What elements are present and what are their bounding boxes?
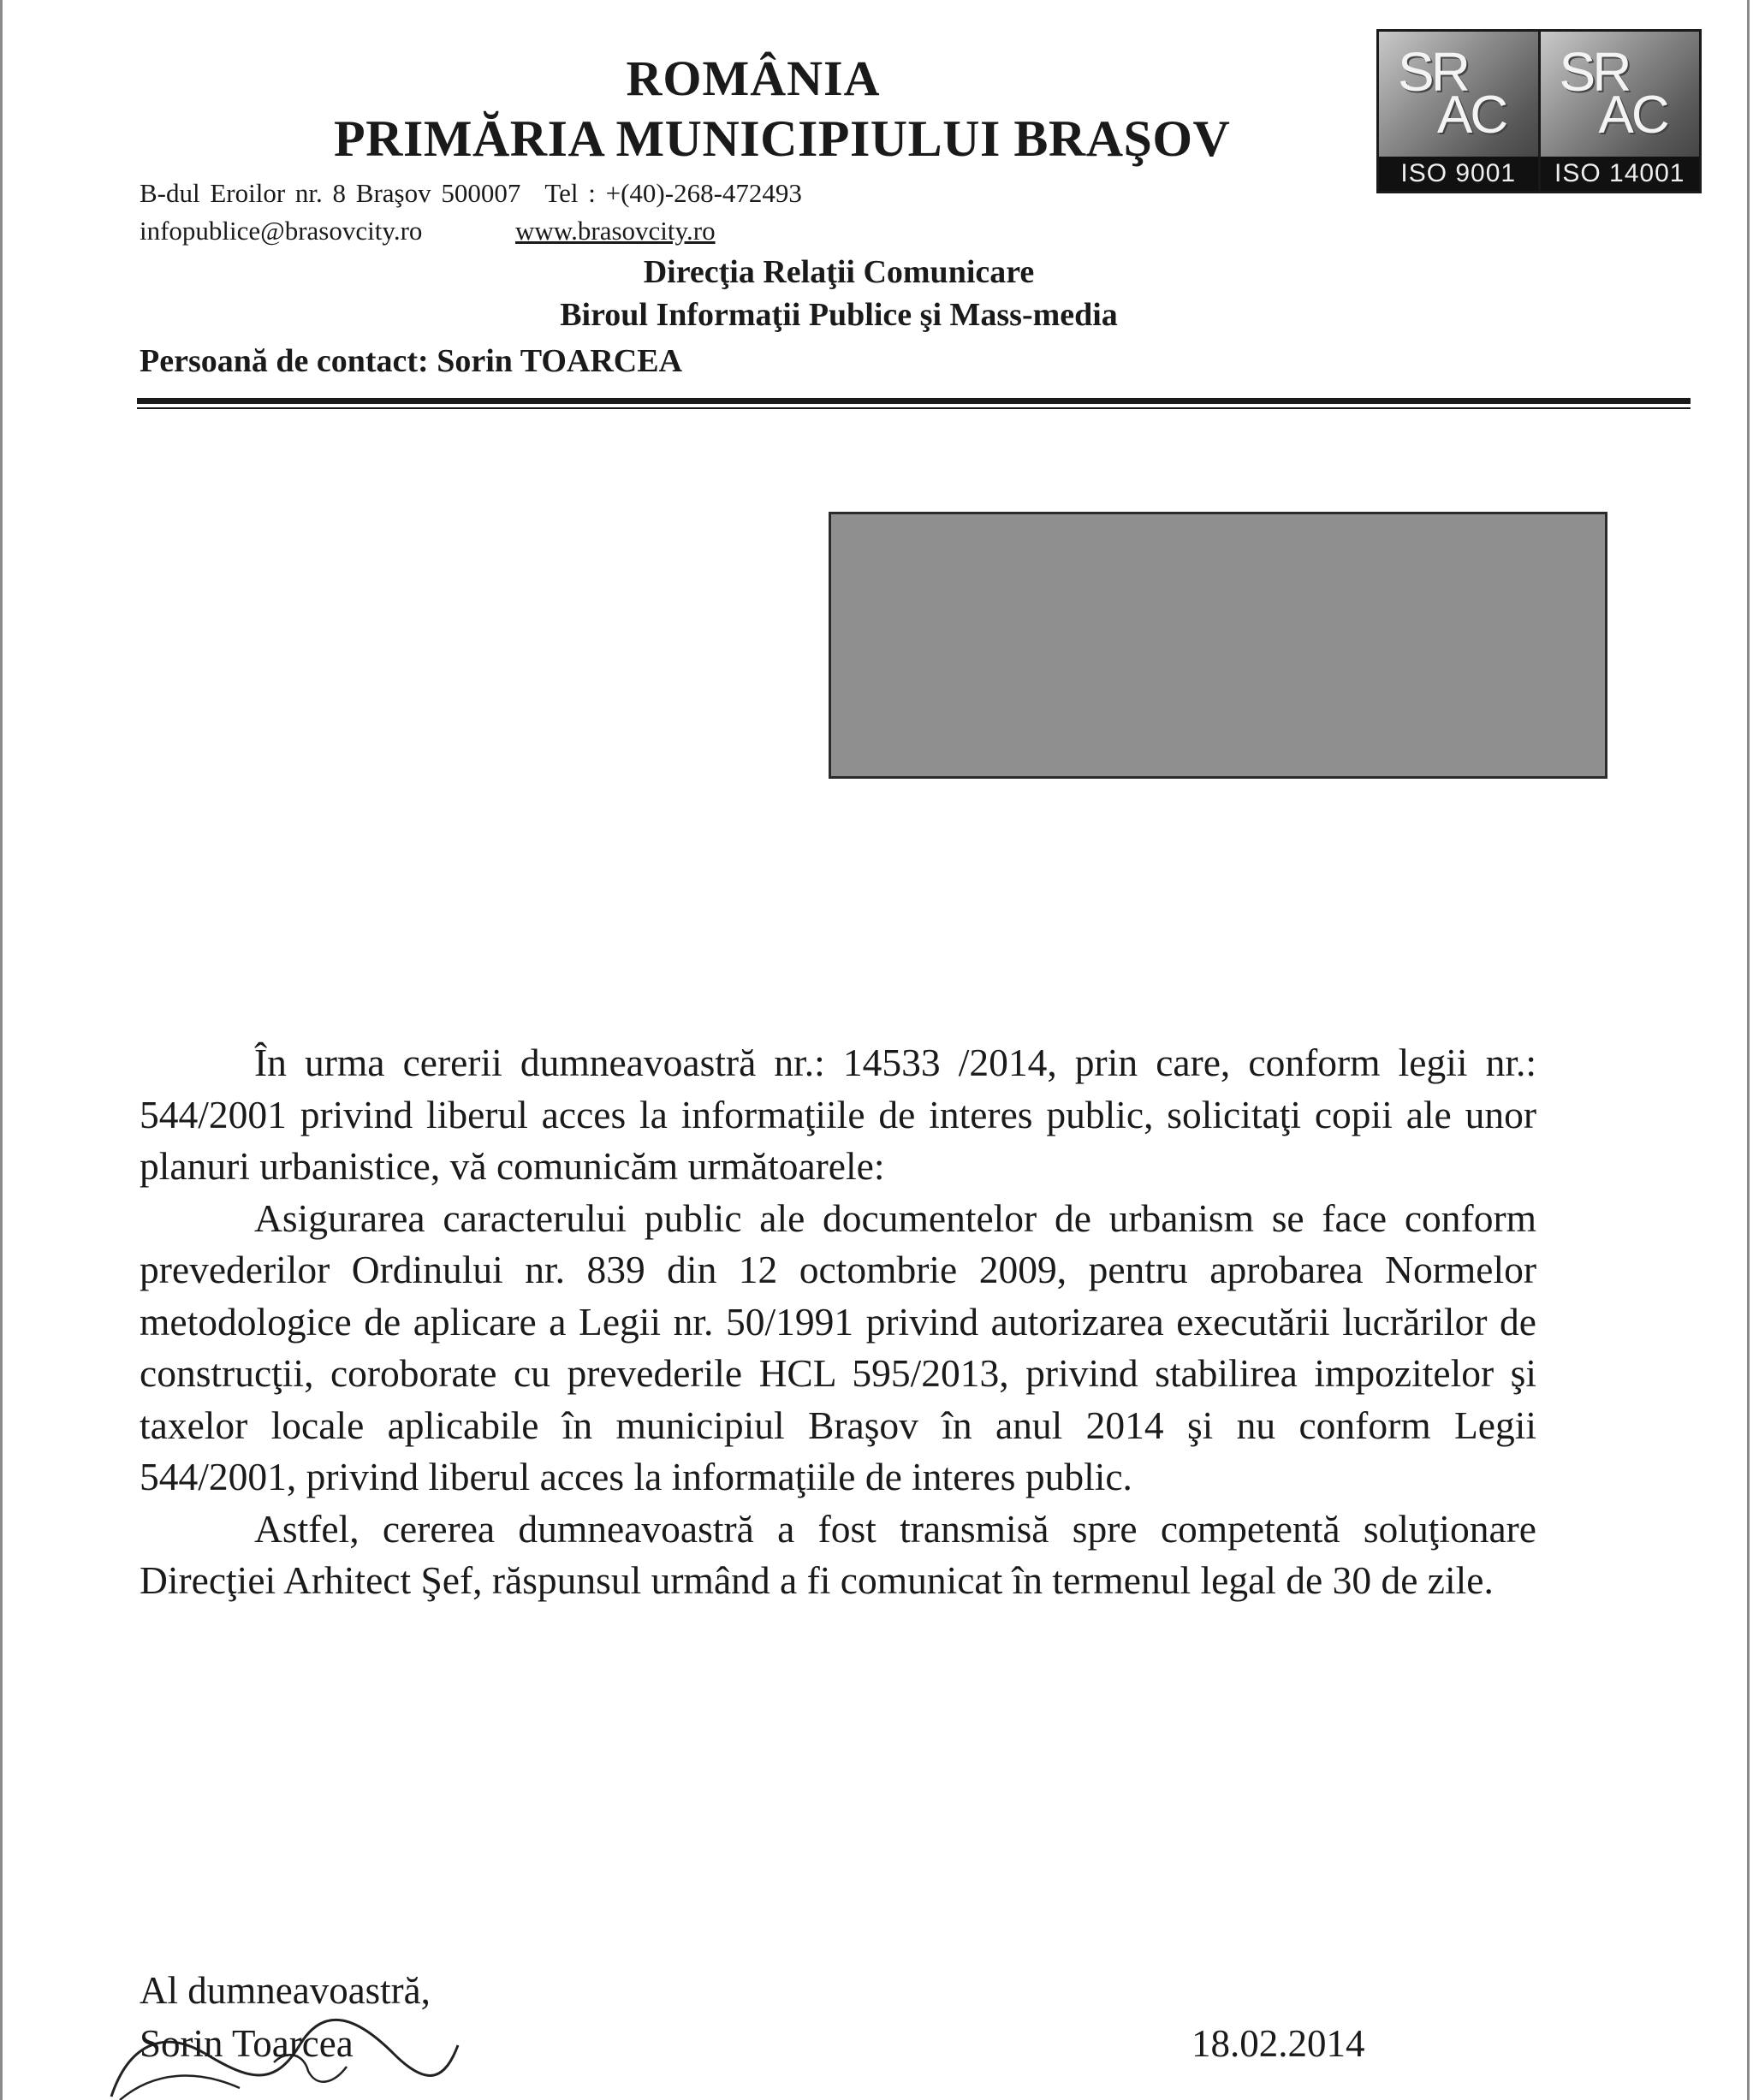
header-address: B-dul Eroilor nr. 8 Braşov 500007 xyxy=(140,178,521,208)
body-paragraph: În urma cererii dumneavoastră nr.: 14533 /2014, prin care, conform legii nr.: 544/2001 privind liberul acces la informaţiile de interes public, solicitaţi copii ale unor planuri urbanistice, vă comunicăm următoarele: xyxy=(140,1041,1536,1188)
body-paragraph: Astfel, cererea dumneavoastră a fost transmisă spre competentă soluţionare Direcţiei Arhitect Şef, răspunsul urmând a fi comunicat în termenul legal de 30 de zile. xyxy=(140,1506,1536,1602)
header-email: infopublice@brasovcity.ro xyxy=(140,216,423,246)
header-institution: PRIMĂRIA MUNICIPIULUI BRAŞOV xyxy=(334,110,1231,167)
header-department: Direcţia Relaţii Comunicare xyxy=(643,254,1035,290)
iso-14001-logo xyxy=(1541,32,1700,191)
iso-14001-label: ISO 14001 xyxy=(1541,157,1700,191)
header-contact-person: Persoană de contact: Sorin TOARCEA xyxy=(140,343,683,379)
closing-salutation: Al dumneavoastră, xyxy=(140,1969,431,2012)
letter-body xyxy=(140,1037,1536,1607)
header-country: ROMÂNIA xyxy=(626,50,881,106)
header-address-line xyxy=(140,178,802,209)
iso-9001-label: ISO 9001 xyxy=(1379,157,1538,191)
iso-9001-logo xyxy=(1379,32,1541,191)
header-website: www.brasovcity.ro xyxy=(515,216,716,246)
srac-mark-top: SR xyxy=(1398,41,1467,103)
redacted-recipient-address xyxy=(829,512,1607,779)
header-phone: Tel : +(40)-268-472493 xyxy=(544,178,802,208)
srac-mark-bottom: AC xyxy=(1437,86,1506,145)
srac-mark-top: SR xyxy=(1559,41,1629,103)
header-office: Biroul Informaţii Publice şi Mass-media xyxy=(560,297,1118,333)
srac-mark-bottom: AC xyxy=(1598,86,1667,145)
signer-name: Sorin Toarcea xyxy=(140,2022,354,2065)
header-divider-thin xyxy=(137,407,1691,409)
letter-date: 18.02.2014 xyxy=(1191,2022,1365,2065)
iso-certification-logos xyxy=(1376,29,1702,193)
body-paragraph: Asigurarea caracterului public ale documentelor de urbanism se face conform prevederilor Ordinului nr. 839 din 12 octombrie 2009, pentru aprobarea Normelor metodologice de aplicare a Legii nr. 50/1991 privind autorizarea executării lucrărilor de construcţii, coroborate cu prevederile HCL 595/2013, privind stabilirea impozitelor şi taxelor locale aplicabile în municipiul Braşov în anul 2014 şi nu conform Legii 544/2001, privind liberul acces la informaţiile de interes public. xyxy=(140,1195,1536,1498)
header-divider xyxy=(137,398,1691,404)
